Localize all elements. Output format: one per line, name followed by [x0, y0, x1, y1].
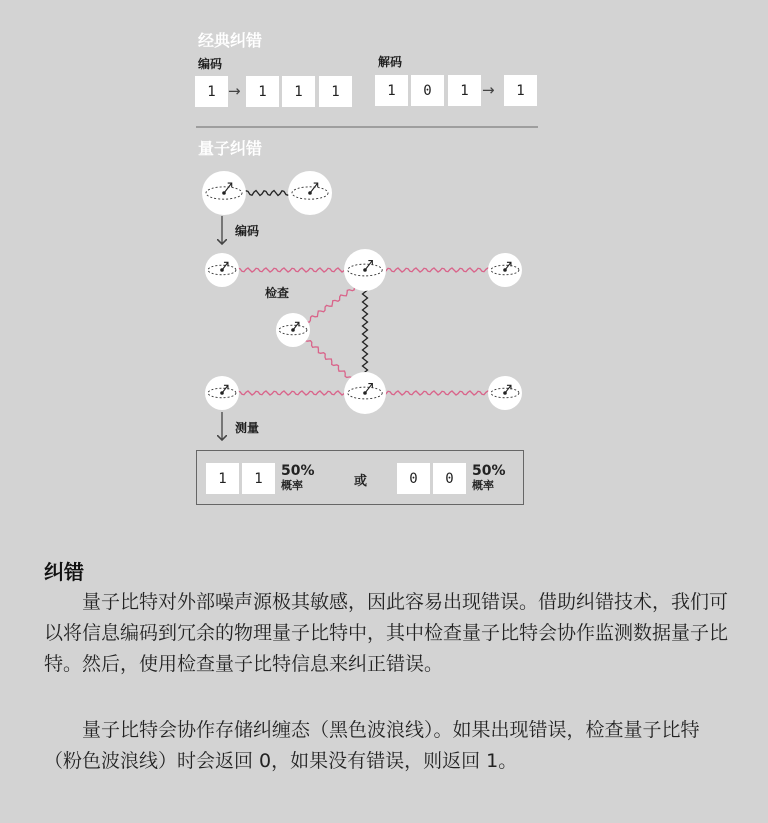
qubit-sphere-icon — [205, 253, 239, 287]
classical-section-title: 经典纠错 — [198, 31, 263, 50]
measure-label: 测量 — [235, 421, 260, 435]
outcome-a-prob-label: 概率 — [281, 479, 303, 492]
qubit-sphere-icon — [488, 253, 522, 287]
qubit-sphere-icon — [488, 376, 522, 410]
qubit-sphere-icon — [202, 171, 246, 215]
received-bit: 1 — [375, 75, 408, 106]
outcome-b-probability — [472, 463, 506, 492]
quantum-section-title: 量子纠错 — [198, 139, 263, 158]
decoded-bit: 1 — [504, 75, 537, 106]
outcome-b-prob-label: 概率 — [472, 479, 494, 492]
check-wave — [382, 268, 492, 272]
qubit-sphere-icon — [276, 313, 310, 347]
quantum-encode-label: 编码 — [235, 224, 260, 238]
classical-decode-label: 解码 — [378, 55, 403, 69]
arrow-right-icon: → — [482, 81, 495, 99]
or-label: 或 — [354, 474, 368, 489]
outcome-b-percent: 50% — [472, 463, 506, 479]
qubit-sphere-icon — [344, 372, 386, 414]
entangle-wave — [363, 284, 368, 380]
outcome-a-bit: 1 — [242, 463, 275, 494]
check-wave — [232, 391, 348, 395]
check-label: 检查 — [265, 286, 290, 300]
outcome-b-bit: 0 — [433, 463, 466, 494]
outcome-b-bit: 0 — [397, 463, 430, 494]
outcome-a-percent: 50% — [281, 463, 315, 479]
outcome-a-probability — [281, 463, 315, 492]
qubit-sphere-icon — [288, 171, 332, 215]
check-wave — [305, 338, 355, 383]
input-bit: 1 — [195, 76, 228, 107]
classical-encode-label: 编码 — [198, 57, 223, 71]
encoded-bit: 1 — [246, 76, 279, 107]
qubit-sphere-icon — [344, 249, 386, 291]
encoded-bit: 1 — [319, 76, 352, 107]
qubit-sphere-icon — [205, 376, 239, 410]
check-wave — [232, 268, 348, 272]
article-paragraph: 量子比特会协作存储纠缠态（黑色波浪线）。如果出现错误，检查量子比特（粉色波浪线）时会返回 0，如果没有错误，则返回 1。 — [44, 719, 700, 772]
arrow-right-icon: → — [228, 82, 241, 100]
article-paragraph: 量子比特对外部噪声源极其敏感，因此容易出现错误。借助纠错技术，我们可以将信息编码到冗余的物理量子比特中，其中检查量子比特会协作监测数据量子比特。然后，使用检查量子比特信息来纠正错误。 — [44, 591, 729, 675]
outcome-a-bit: 1 — [206, 463, 239, 494]
encoded-bit: 1 — [282, 76, 315, 107]
received-bit: 1 — [448, 75, 481, 106]
article-heading: 纠错 — [44, 560, 84, 584]
check-wave — [304, 285, 358, 323]
received-bit-error: 0 — [411, 75, 444, 106]
check-wave — [382, 391, 492, 395]
